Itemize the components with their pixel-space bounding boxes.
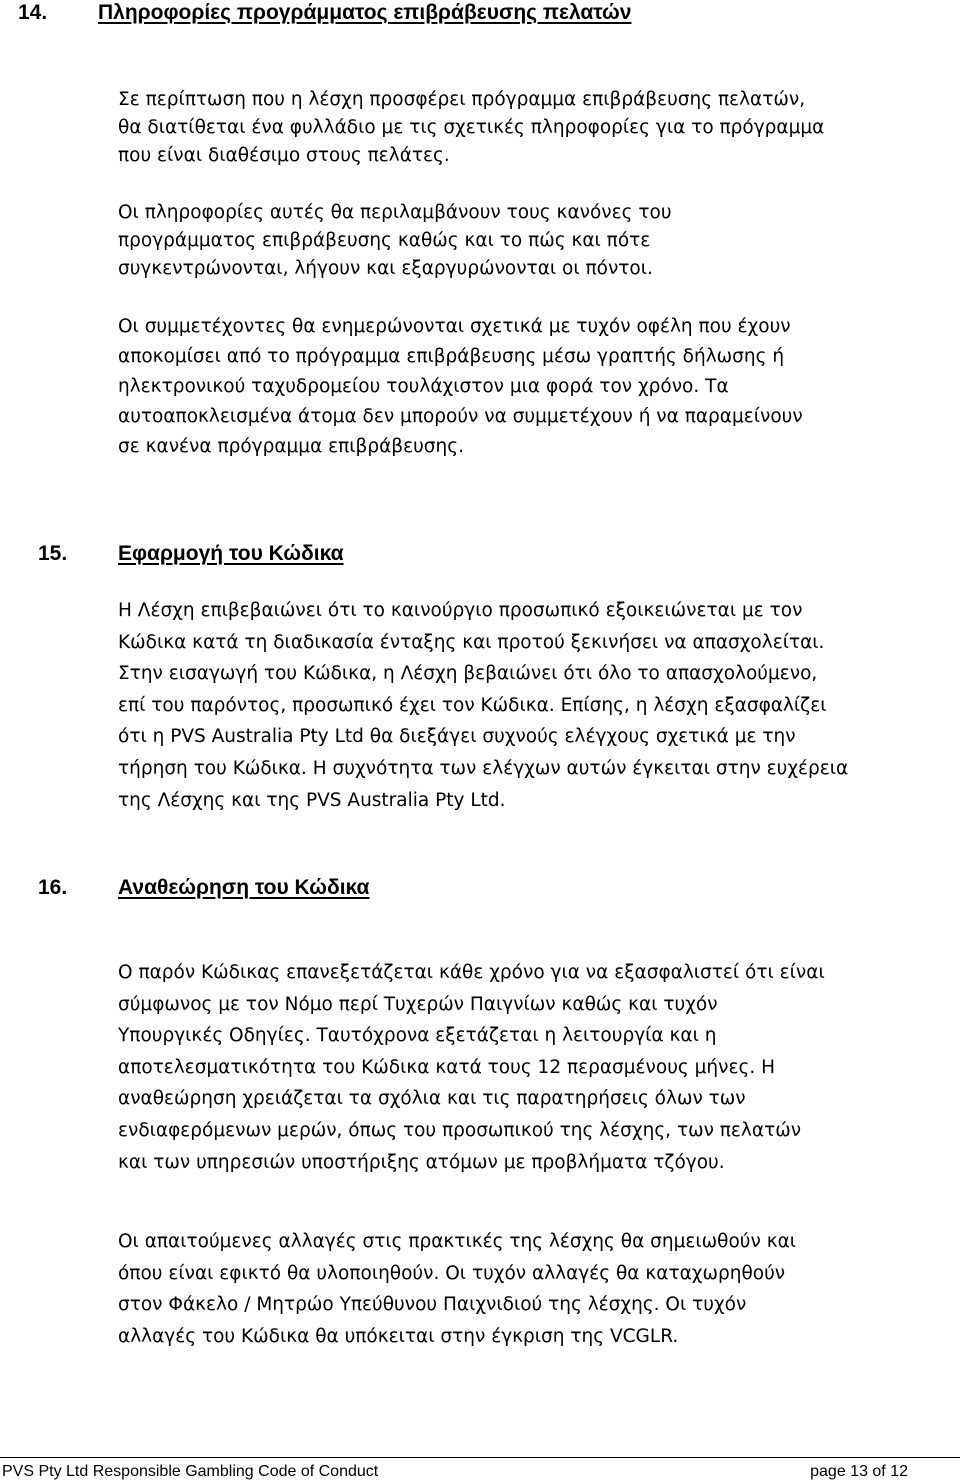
text-line: στον Φάκελο / Μητρώο Υπεύθυνου Παιχνιδιού της λέσχης. Οι τυχόν [118,1294,747,1316]
footer-page-number: page 13 of 12 [810,1463,908,1480]
footer-divider [0,1457,960,1458]
text-line: Οι συμμετέχοντες θα ενημερώνονται σχετικά με τυχόν οφέλη που έχουν [118,316,791,337]
text-line: Υπουργικές Οδηγίες. Ταυτόχρονα εξετάζεται η λειτουργία και η [118,1025,717,1047]
section-14-paragraph-2 [118,199,672,283]
section-number: 16. [38,876,68,899]
section-15-paragraph-1 [118,595,848,816]
text-line: Κώδικα κατά τη διαδικασία ένταξης και προτού ξεκινήσει να απασχολείται. [118,631,825,653]
text-line: της Λέσχης και της PVS Australia Pty Ltd. [118,789,506,811]
text-line: Η Λέσχη επιβεβαιώνει ότι το καινούργιο προσωπικό εξοικειώνεται με τον [118,600,803,621]
section-14-paragraph-3 [118,312,803,462]
text-line: αναθεώρηση χρειάζεται τα σχόλια και τις παρατηρήσεις όλων των [118,1088,746,1110]
text-line: και των υπηρεσιών υποστήριξης ατόμων με προβλήματα τζόγου. [118,1151,725,1173]
text-line: σε κανένα πρόγραμμα επιβράβευσης. [118,436,464,457]
section-16-paragraph-2 [118,1226,796,1352]
text-line: Οι απαιτούμενες αλλαγές στις πρακτικές της λέσχης θα σημειωθούν και [118,1231,797,1252]
footer-document-title: PVS Pty Ltd Responsible Gambling Code of Conduct [2,1463,379,1480]
text-line: αποτελεσματικότητα του Κώδικα κατά τους 12 περασμένους μήνες. Η [118,1056,776,1078]
text-line: επί του παρόντος, προσωπικό έχει τον Κώδικα. Επίσης, η λέσχη εξασφαλίζει [118,694,827,716]
section-title: Πληροφορίες προγράμματος επιβράβευσης πελατών [98,1,632,24]
text-line: αλλαγές του Κώδικα θα υπόκειται στην έγκριση της VCGLR. [118,1325,679,1347]
text-line: Σε περίπτωση που η λέσχη προσφέρει πρόγραμμα επιβράβευσης πελατών, [118,89,806,110]
text-line: θα διατίθεται ένα φυλλάδιο με τις σχετικές πληροφορίες για το πρόγραμμα [118,117,825,138]
text-line: τήρηση του Κώδικα. Η συχνότητα των ελέγχων αυτών έγκειται στην ευχέρεια [118,757,849,779]
section-number: 15. [38,542,68,565]
section-title: Αναθεώρηση του Κώδικα [118,876,370,899]
text-line: ηλεκτρονικού ταχυδρομείου τουλάχιστον μια φορά τον χρόνο. Τα [118,376,729,397]
text-line: ότι η PVS Australia Pty Ltd θα διεξάγει συχνούς ελέγχους σχετικά με την [118,726,796,748]
text-line: σύμφωνος με τον Νόμο περί Τυχερών Παιγνίων καθώς και τυχόν [118,993,718,1015]
text-line: συγκεντρώνονται, λήγουν και εξαργυρώνονται οι πόντοι. [118,258,653,279]
text-line: ενδιαφερόμενων μερών, όπως του προσωπικού της λέσχης, των πελατών [118,1119,802,1141]
text-line: προγράμματος επιβράβευσης καθώς και το πώς και πότε [118,230,651,251]
section-title: Εφαρμογή του Κώδικα [118,542,344,565]
text-line: που είναι διαθέσιμο στους πελάτες. [118,145,450,166]
section-16-paragraph-1 [118,957,825,1178]
section-number: 14. [18,1,48,24]
text-line: Ο παρόν Κώδικας επανεξετάζεται κάθε χρόνο για να εξασφαλιστεί ότι είναι [118,962,825,983]
text-line: όπου είναι εφικτό θα υλοποιηθούν. Οι τυχόν αλλαγές θα καταχωρηθούν [118,1262,786,1284]
text-line: Στην εισαγωγή του Κώδικα, η Λέσχη βεβαιώνει ότι όλο το απασχολούμενο, [118,663,818,685]
text-line: αυτοαποκλεισμένα άτομα δεν μπορούν να συμμετέχουν ή να παραμείνουν [118,406,803,427]
text-line: αποκομίσει από το πρόγραμμα επιβράβευσης μέσω γραπτής δήλωσης ή [118,346,785,367]
section-14-paragraph-1 [118,86,824,170]
text-line: Οι πληροφορίες αυτές θα περιλαμβάνουν τους κανόνες του [118,202,672,223]
